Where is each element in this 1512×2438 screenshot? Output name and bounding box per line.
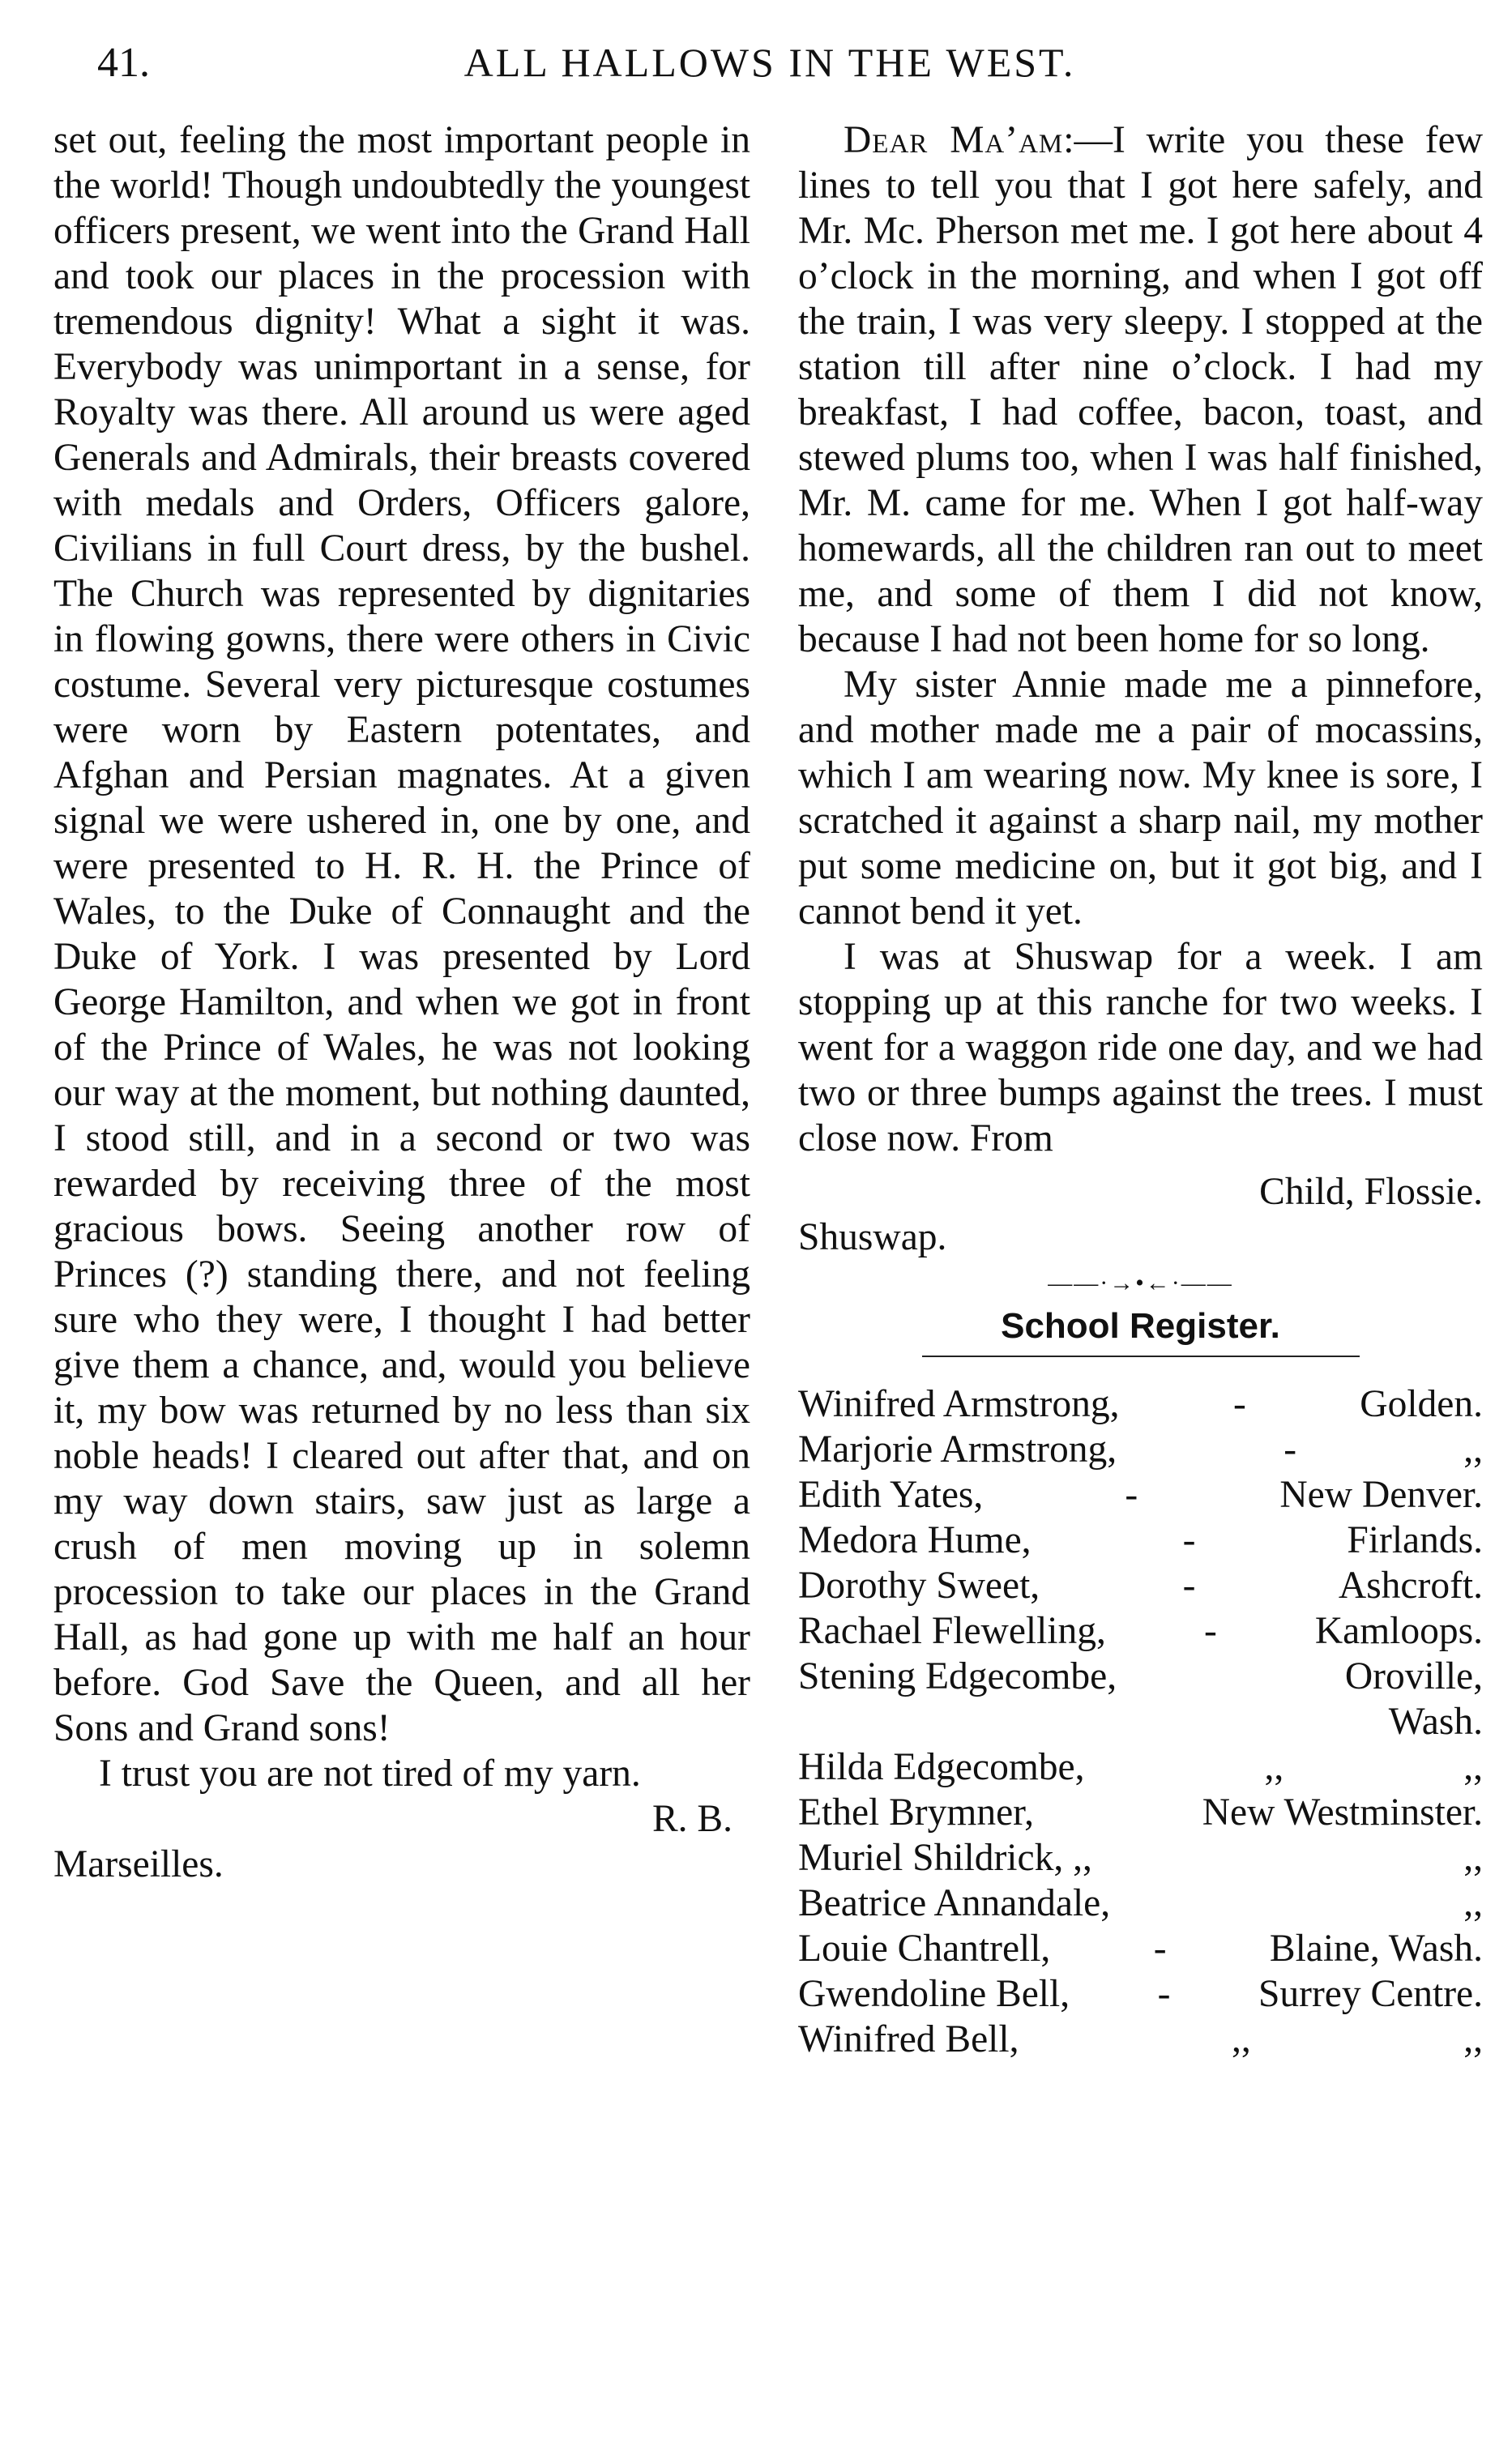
left-column — [53, 117, 750, 1887]
register-separator: - — [1125, 1474, 1138, 1516]
register-place: Surrey Centre. — [1258, 1973, 1483, 2015]
register-row — [798, 1427, 1483, 1472]
page-header — [49, 39, 1491, 96]
page-number: 41. — [97, 40, 150, 86]
register-separator: - — [1203, 1610, 1217, 1652]
register-place: ,, — [1463, 1837, 1483, 1879]
register-place: Oroville, — [1344, 1655, 1483, 1697]
section-rule — [922, 1356, 1360, 1357]
register-separator: ,, — [1264, 1746, 1284, 1788]
register-place: ,, — [1463, 1882, 1483, 1924]
letter-salutation: Dear Ma’am — [844, 119, 1064, 161]
register-separator: - — [1232, 1383, 1246, 1425]
register-row — [798, 1790, 1483, 1835]
register-name: Edith Yates, — [798, 1474, 984, 1516]
register-row — [798, 1971, 1483, 2017]
register-place: ,, — [1463, 2018, 1483, 2060]
register-separator: - — [1153, 1928, 1167, 1970]
register-row — [798, 1699, 1483, 1744]
register-name: Ethel Brymner, — [798, 1791, 1034, 1834]
letter-place: Shuswap. — [798, 1216, 947, 1258]
register-row — [798, 1608, 1483, 1654]
register-row — [798, 1926, 1483, 1971]
right-column — [798, 117, 1483, 2062]
register-name: Medora Hume, — [798, 1519, 1031, 1561]
letter-signature: Child, Flossie. — [1259, 1171, 1483, 1213]
article-signature: R. B. — [652, 1798, 733, 1840]
register-row — [798, 1744, 1483, 1790]
register-name: Marjorie Armstrong, — [798, 1428, 1117, 1471]
register-place: Ashcroft. — [1338, 1565, 1483, 1607]
running-title: ALL HALLOWS IN THE WEST. — [463, 40, 1076, 85]
register-place: Blaine, Wash. — [1269, 1928, 1483, 1970]
letter-paragraph-3: I was at Shuswap for a week. I am stopping up at this ranche for two weeks. I went for a waggon ride one day, and we had two or three bumps against the trees. I must close now. From — [798, 936, 1483, 1159]
register-separator: - — [1283, 1428, 1297, 1471]
register-name: Winifred Bell, — [798, 2018, 1019, 2060]
register-place: Kamloops. — [1314, 1610, 1483, 1652]
register-name: Dorothy Sweet, — [798, 1565, 1040, 1607]
register-row — [798, 1881, 1483, 1926]
letter-paragraph-2: My sister Annie made me a pinnefore, and mother made me a pair of mocassins, which I am wearing now. My knee is sore, I scratched it against a sharp nail, my mother put some medicine on, but it got big, and I cannot bend it yet. — [798, 664, 1483, 933]
register-name: Gwendoline Bell, — [798, 1973, 1070, 2015]
register-name: Louie Chantrell, — [798, 1928, 1051, 1970]
register-place: ,, — [1463, 1428, 1483, 1471]
register-place: Golden. — [1360, 1383, 1483, 1425]
register-separator: - — [1182, 1519, 1196, 1561]
register-row — [798, 1518, 1483, 1563]
register-row — [798, 1835, 1483, 1881]
register-row — [798, 2017, 1483, 2062]
register-separator: - — [1157, 1973, 1171, 2015]
register-row — [798, 1563, 1483, 1608]
register-separator: - — [1182, 1565, 1196, 1607]
register-row — [798, 1654, 1483, 1699]
article-paragraph-2: I trust you are not tired of my yarn. — [99, 1753, 641, 1795]
register-place: ,, — [1463, 1746, 1483, 1788]
register-name: Stening Edgecombe, — [798, 1655, 1117, 1697]
register-place: New Westminster. — [1202, 1791, 1483, 1834]
school-register-list — [798, 1381, 1483, 2062]
register-row — [798, 1381, 1483, 1427]
register-name: Muriel Shildrick, ,, — [798, 1837, 1092, 1879]
register-place: Firlands. — [1347, 1519, 1483, 1561]
register-name: Winifred Armstrong, — [798, 1383, 1120, 1425]
register-name: Hilda Edgecombe, — [798, 1746, 1085, 1788]
letter-paragraph-1-text: :—I write you these few lines to tell you that I got here safely, and Mr. Mc. Pherson met me. I got here about 4 o’clock in the morning, and when I got off the train, I was very sleepy. I stopped at the station till after nine o’clock. I had my breakfast, I had coffee, bacon, toast, and stewed plums too, when I was half finished, Mr. M. came for me. When I got half-way homewards, all the children ran out to meet me, and some of them I did not know, because I had not been home for so long. — [798, 119, 1483, 660]
register-name: Rachael Flewelling, — [798, 1610, 1106, 1652]
register-place: Wash. — [1388, 1701, 1483, 1743]
register-row — [798, 1472, 1483, 1518]
article-paragraph-1: set out, feeling the most important people in the world! Though undoubtedly the youngest officers present, we went into the Grand Hall and took our places in the procession with tremendous dignity! What a sight it was. Everybody was unimportant in a sense, for Royalty was there. All around us were aged Generals and Admirals, their breasts covered with medals and Orders, Officers galore, Civilians in full Court dress, by the bushel. The Church was represented by dignitaries in flowing gowns, there were others in Civic costume. Several very picturesque costumes were worn by Eastern potentates, and Afghan and Persian magnates. At a given signal we were ushered in, one by one, and were presented to H. R. H. the Prince of Wales, to the Duke of Connaught and the Duke of York. I was presented by Lord George Hamilton, and when we got in front of the Prince of Wales, he was not looking our way at the moment, but nothing daunted, I stood still, and in a second or two was rewarded by receiving three of the most gracious bows. Seeing another row of Princes (?) standing there, and not feeling sure who they were, I thought I had better give them a chance, and, would you believe it, my bow was returned by no less than six noble heads! I cleared out after that, and on my way down stairs, saw just as large a crush of men moving up in solemn procession to take our places in the Grand Hall, as had gone up with me half an hour before. God Save the Queen, and all her Sons and Grand sons! — [53, 119, 750, 1749]
article-place: Marseilles. — [53, 1843, 224, 1885]
letter-paragraph-1 — [798, 117, 1483, 662]
register-name: Beatrice Annandale, — [798, 1882, 1111, 1924]
register-separator: ,, — [1231, 2018, 1251, 2060]
section-title: School Register. — [1001, 1306, 1280, 1346]
register-place: New Denver. — [1279, 1474, 1483, 1516]
section-divider-ornament: ——·→•←·—— — [1048, 1270, 1233, 1296]
